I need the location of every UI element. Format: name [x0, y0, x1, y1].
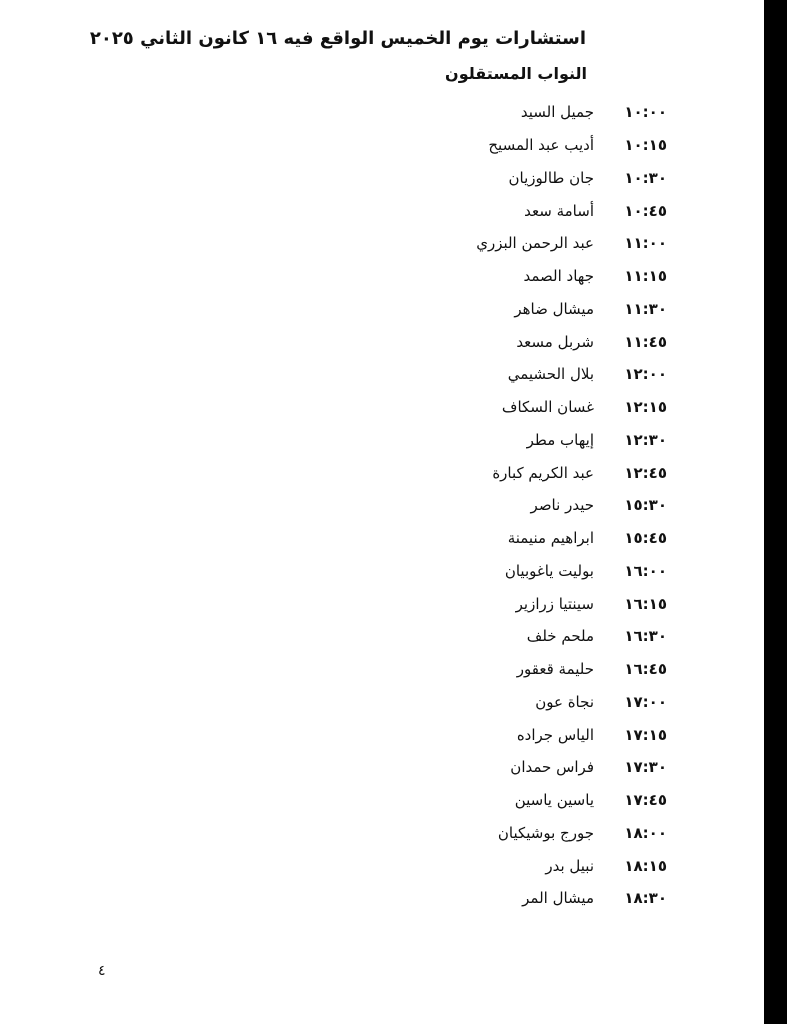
deputy-name: الياس جراده	[516, 725, 594, 744]
deputy-name: حيدر ناصر	[530, 496, 594, 515]
schedule-row	[367, 587, 667, 620]
schedule-time: ١١:١٥	[624, 267, 667, 286]
section-heading: النواب المستقلون	[445, 64, 587, 83]
deputy-name: نجاة عون	[535, 692, 594, 711]
schedule-row	[367, 489, 667, 522]
schedule-row	[367, 194, 667, 227]
deputy-name: إيهاب مطر	[526, 430, 594, 449]
schedule-time: ١٢:٠٠	[624, 365, 667, 384]
schedule-row	[367, 686, 667, 719]
schedule-row	[367, 555, 667, 588]
schedule-row	[367, 718, 667, 751]
schedule-row	[367, 784, 667, 817]
deputy-name: فراس حمدان	[510, 758, 594, 777]
schedule-row	[367, 325, 667, 358]
schedule-row	[367, 882, 667, 915]
schedule-time: ١١:٤٥	[624, 332, 667, 351]
deputy-name: سينتيا زرازير	[515, 594, 594, 613]
schedule-time: ١٨:٠٠	[624, 823, 667, 842]
schedule-time: ١٠:١٥	[624, 136, 667, 155]
schedule-time: ١٦:١٥	[624, 594, 667, 613]
deputy-name: جهاد الصمد	[523, 267, 594, 286]
schedule-time: ١٢:١٥	[624, 398, 667, 417]
schedule-time: ١١:٠٠	[624, 234, 667, 253]
deputy-name: ياسين ياسين	[514, 791, 594, 810]
deputy-name: عبد الكريم كبارة	[492, 463, 594, 482]
schedule-time: ١٦:٤٥	[624, 660, 667, 679]
deputy-name: أسامة سعد	[524, 201, 594, 220]
deputy-name: بوليت ياغوبيان	[504, 561, 594, 580]
schedule-row	[367, 456, 667, 489]
schedule-time: ١٧:٣٠	[624, 758, 667, 777]
schedule-row	[367, 849, 667, 882]
deputy-name: جميل السيد	[520, 103, 594, 122]
deputy-name: جورج بوشيكيان	[497, 823, 594, 842]
deputy-name: ملحم خلف	[526, 627, 594, 646]
schedule-row	[367, 227, 667, 260]
schedule-row	[367, 424, 667, 457]
schedule-time: ١٥:٣٠	[624, 496, 667, 515]
schedule-row	[367, 620, 667, 653]
schedule-time: ١٠:٠٠	[624, 103, 667, 122]
deputy-name: نبيل بدر	[545, 856, 594, 875]
schedule-row	[367, 751, 667, 784]
schedule-time: ١٦:٣٠	[624, 627, 667, 646]
schedule-time: ١٠:٤٥	[624, 201, 667, 220]
schedule-time: ١٧:٠٠	[624, 692, 667, 711]
schedule-time: ١٦:٠٠	[624, 561, 667, 580]
deputy-name: ميشال ضاهر	[514, 299, 594, 318]
schedule-row	[367, 817, 667, 850]
deputy-name: ميشال المر	[522, 889, 594, 908]
schedule-time: ١٢:٣٠	[624, 430, 667, 449]
schedule-row	[367, 391, 667, 424]
schedule-row	[367, 522, 667, 555]
deputy-name: ابراهيم منيمنة	[507, 529, 594, 548]
schedule-row	[367, 129, 667, 162]
schedule-time: ١٠:٣٠	[624, 168, 667, 187]
deputy-name: حليمة قعقور	[516, 660, 594, 679]
schedule-row	[367, 293, 667, 326]
schedule-time: ١٨:١٥	[624, 856, 667, 875]
deputy-name: عبد الرحمن البزري	[476, 234, 594, 253]
schedule-time: ١٨:٣٠	[624, 889, 667, 908]
deputy-name: أديب عبد المسيح	[488, 136, 594, 155]
schedule-time: ١٥:٤٥	[624, 529, 667, 548]
schedule-list	[367, 96, 667, 915]
schedule-time: ١٧:١٥	[624, 725, 667, 744]
schedule-row	[367, 653, 667, 686]
schedule-time: ١١:٣٠	[624, 299, 667, 318]
document-title: استشارات يوم الخميس الواقع فيه ١٦ كانون الثاني ٢٠٢٥	[89, 28, 586, 49]
deputy-name: غسان السكاف	[501, 398, 594, 417]
deputy-name: شربل مسعد	[516, 332, 594, 351]
schedule-row	[367, 358, 667, 391]
schedule-row	[367, 162, 667, 195]
deputy-name: بلال الحشيمي	[507, 365, 594, 384]
page-number: ٤	[98, 963, 106, 979]
schedule-time: ١٢:٤٥	[624, 463, 667, 482]
schedule-row	[367, 260, 667, 293]
deputy-name: جان طالوزيان	[508, 168, 594, 187]
schedule-row	[367, 96, 667, 129]
schedule-time: ١٧:٤٥	[624, 791, 667, 810]
